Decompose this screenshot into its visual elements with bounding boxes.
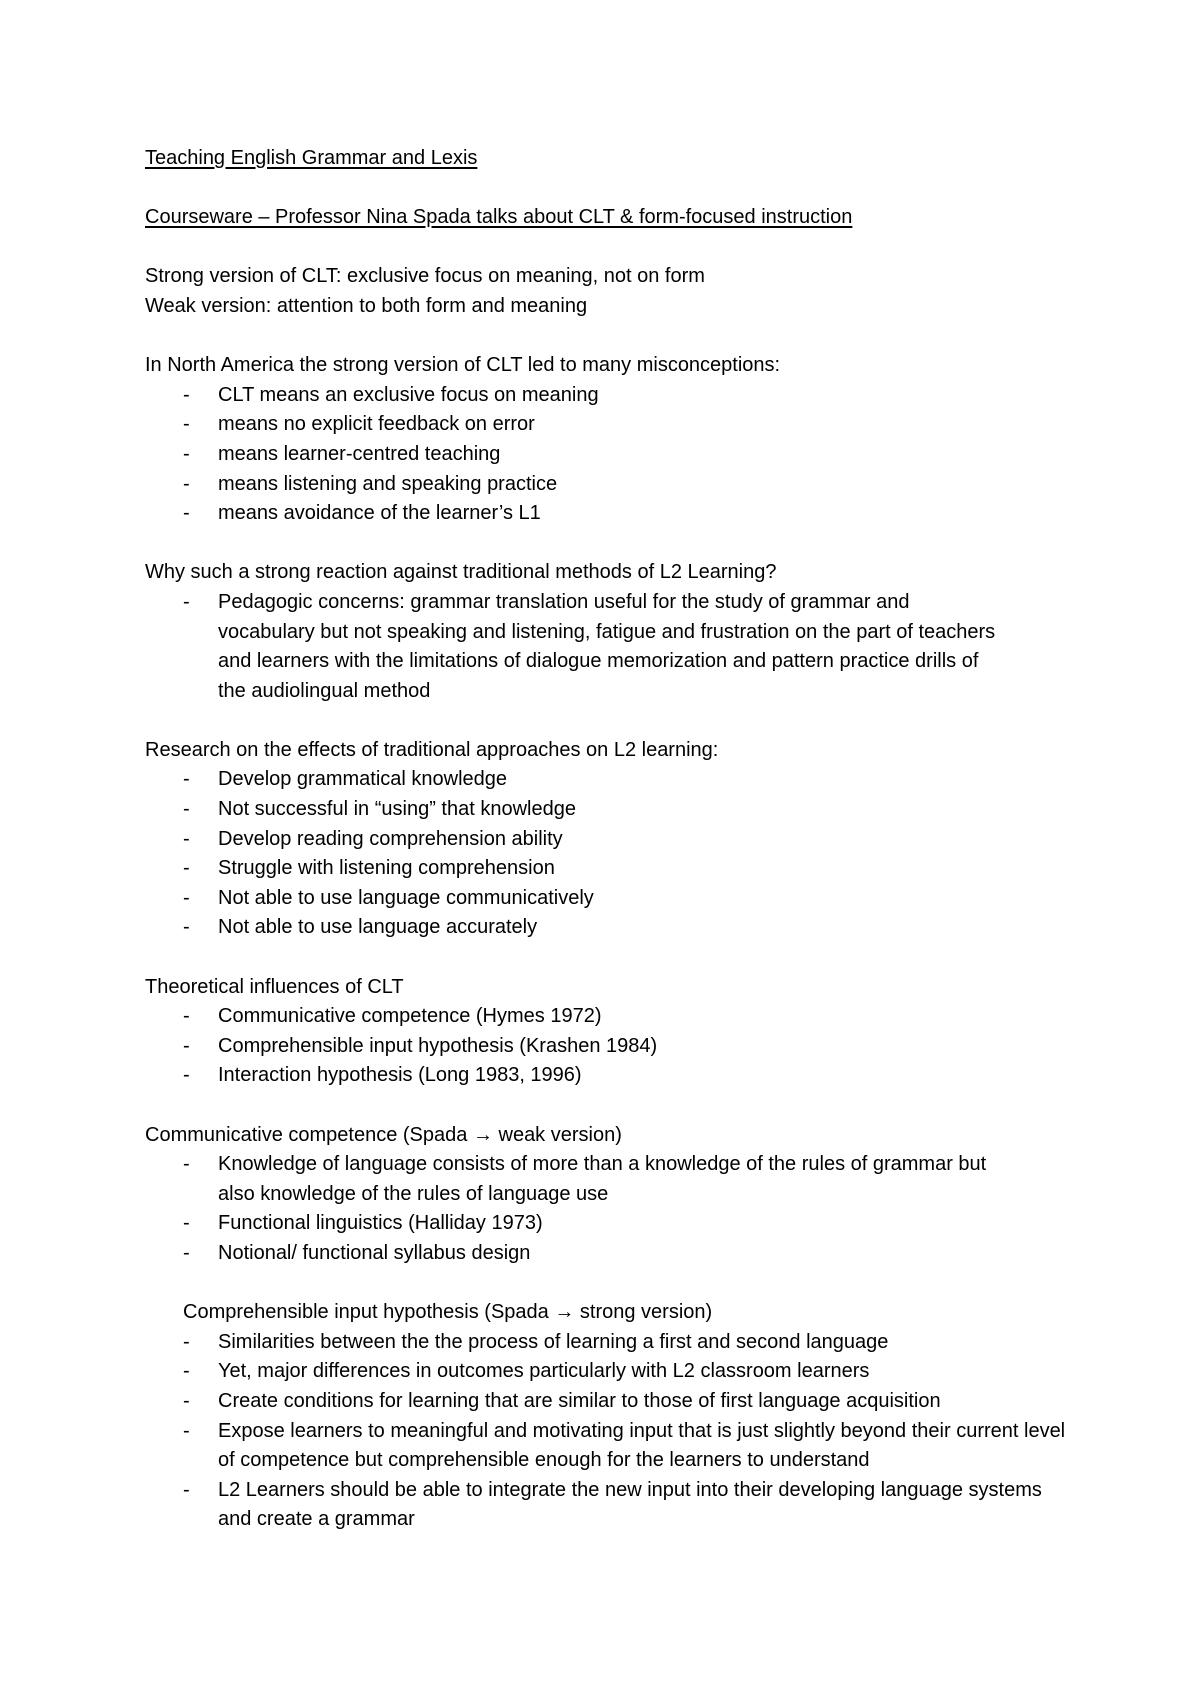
list-item — [183, 1476, 1068, 1535]
dash-marker: - — [183, 1005, 190, 1028]
dash-marker: - — [183, 768, 190, 791]
list-item-text: Knowledge of language consists of more than a knowledge of the rules of grammar but also knowledge of the rules of language use — [218, 1153, 987, 1205]
list-item-text: Pedagogic concerns: grammar translation useful for the study of grammar and vocabulary but not speaking and listening, fatigue and frustration on the part of teachers and learners with the limitations of dialogue memorization and pattern practice drills of the audiolingual method — [218, 590, 996, 702]
list-item-text: Yet, major differences in outcomes particularly with L2 classroom learners — [218, 1360, 870, 1383]
list-item — [183, 1061, 1065, 1091]
dash-marker: - — [183, 413, 190, 436]
list-item-text: L2 Learners should be able to integrate the new input into their developing language systems and create a grammar — [218, 1478, 1042, 1531]
dash-marker: - — [183, 798, 190, 821]
reaction-list — [145, 588, 998, 706]
dash-marker: - — [183, 1212, 190, 1235]
list-item — [183, 1328, 1068, 1358]
dash-marker: - — [183, 1241, 190, 1264]
competence-heading: Communicative competence (Spada → weak version) — [145, 1123, 622, 1146]
list-item — [183, 588, 998, 706]
list-item — [183, 1417, 1068, 1476]
document-title: Teaching English Grammar and Lexis — [145, 147, 478, 169]
spacer — [145, 1091, 1065, 1121]
list-item-text: means avoidance of the learner’s L1 — [218, 502, 541, 525]
spacer — [145, 1269, 1065, 1299]
strong-version-text: Strong version of CLT: exclusive focus on meaning, not on form — [145, 265, 705, 288]
dash-marker: - — [183, 1034, 190, 1057]
research-list — [145, 765, 1065, 943]
list-item — [183, 1387, 1068, 1417]
list-item — [183, 884, 1065, 914]
list-item — [183, 470, 1065, 500]
list-item-text: Notional/ functional syllabus design — [218, 1241, 531, 1264]
weak-version-text: Weak version: attention to both form and meaning — [145, 294, 588, 317]
list-item-text: CLT means an exclusive focus on meaning — [218, 383, 599, 406]
dash-marker: - — [183, 916, 190, 939]
spacer — [145, 322, 1065, 352]
list-item-text: Develop grammatical knowledge — [218, 768, 508, 791]
list-item — [183, 825, 1065, 855]
dash-marker: - — [183, 1478, 190, 1501]
dash-marker: - — [183, 472, 190, 495]
list-item-text: means learner-centred teaching — [218, 442, 501, 465]
list-item — [183, 1357, 1068, 1387]
research-heading: Research on the effects of traditional approaches on L2 learning: — [145, 738, 719, 761]
reaction-heading: Why such a strong reaction against traditional methods of L2 Learning? — [145, 561, 777, 584]
list-item — [183, 499, 1065, 529]
list-item-text: Not successful in “using” that knowledge — [218, 798, 576, 821]
spacer — [145, 174, 1065, 204]
misconceptions-list — [145, 381, 1065, 529]
dash-marker: - — [183, 1330, 190, 1353]
list-item-text: Communicative competence (Hymes 1972) — [218, 1005, 602, 1028]
list-item-text: means no explicit feedback on error — [218, 413, 535, 436]
list-item-text: Comprehensible input hypothesis (Krashen 1984) — [218, 1034, 658, 1057]
spacer — [145, 529, 1065, 559]
dash-marker: - — [183, 857, 190, 880]
list-item — [183, 1032, 1065, 1062]
dash-marker: - — [183, 1389, 190, 1412]
dash-marker: - — [183, 886, 190, 909]
list-item — [183, 765, 1065, 795]
list-item-text: Develop reading comprehension ability — [218, 827, 563, 850]
list-item-text: Functional linguistics (Halliday 1973) — [218, 1212, 543, 1235]
dash-marker: - — [183, 383, 190, 406]
competence-list — [145, 1150, 1018, 1268]
list-item — [183, 410, 1065, 440]
list-item — [183, 854, 1065, 884]
dash-marker: - — [183, 590, 190, 613]
list-item — [183, 1002, 1065, 1032]
list-item-text: Interaction hypothesis (Long 1983, 1996) — [218, 1064, 582, 1087]
dash-marker: - — [183, 1360, 190, 1383]
dash-marker: - — [183, 1419, 190, 1442]
list-item — [183, 795, 1065, 825]
spacer — [145, 706, 1065, 736]
list-item — [183, 1209, 1018, 1239]
dash-marker: - — [183, 442, 190, 465]
document-subtitle: Courseware – Professor Nina Spada talks about CLT & form-focused instruction — [145, 206, 853, 229]
list-item — [183, 1239, 1018, 1269]
spacer — [145, 233, 1065, 263]
input-heading: Comprehensible input hypothesis (Spada → strong version) — [183, 1301, 713, 1324]
influences-heading: Theoretical influences of CLT — [145, 975, 404, 998]
influences-list — [145, 1002, 1065, 1091]
list-item-text: Expose learners to meaningful and motivating input that is just slightly beyond their current level of competence but comprehensible enough for the learners to understand — [218, 1419, 1066, 1472]
spacer — [145, 943, 1065, 973]
dash-marker: - — [183, 1064, 190, 1087]
input-list — [145, 1328, 1068, 1535]
list-item-text: Create conditions for learning that are similar to those of first language acquisition — [218, 1389, 941, 1412]
dash-marker: - — [183, 1153, 190, 1176]
dash-marker: - — [183, 827, 190, 850]
list-item-text: Not able to use language communicatively — [218, 886, 594, 909]
list-item-text: Similarities between the the process of learning a first and second language — [218, 1330, 889, 1353]
list-item — [183, 913, 1065, 943]
list-item-text: Not able to use language accurately — [218, 916, 538, 939]
list-item-text: Struggle with listening comprehension — [218, 857, 555, 880]
dash-marker: - — [183, 502, 190, 525]
misconceptions-heading: In North America the strong version of CLT led to many misconceptions: — [145, 354, 781, 377]
list-item — [183, 381, 1065, 411]
list-item-text: means listening and speaking practice — [218, 472, 558, 495]
list-item — [183, 1150, 1018, 1209]
document-page — [145, 144, 1065, 1535]
list-item — [183, 440, 1065, 470]
